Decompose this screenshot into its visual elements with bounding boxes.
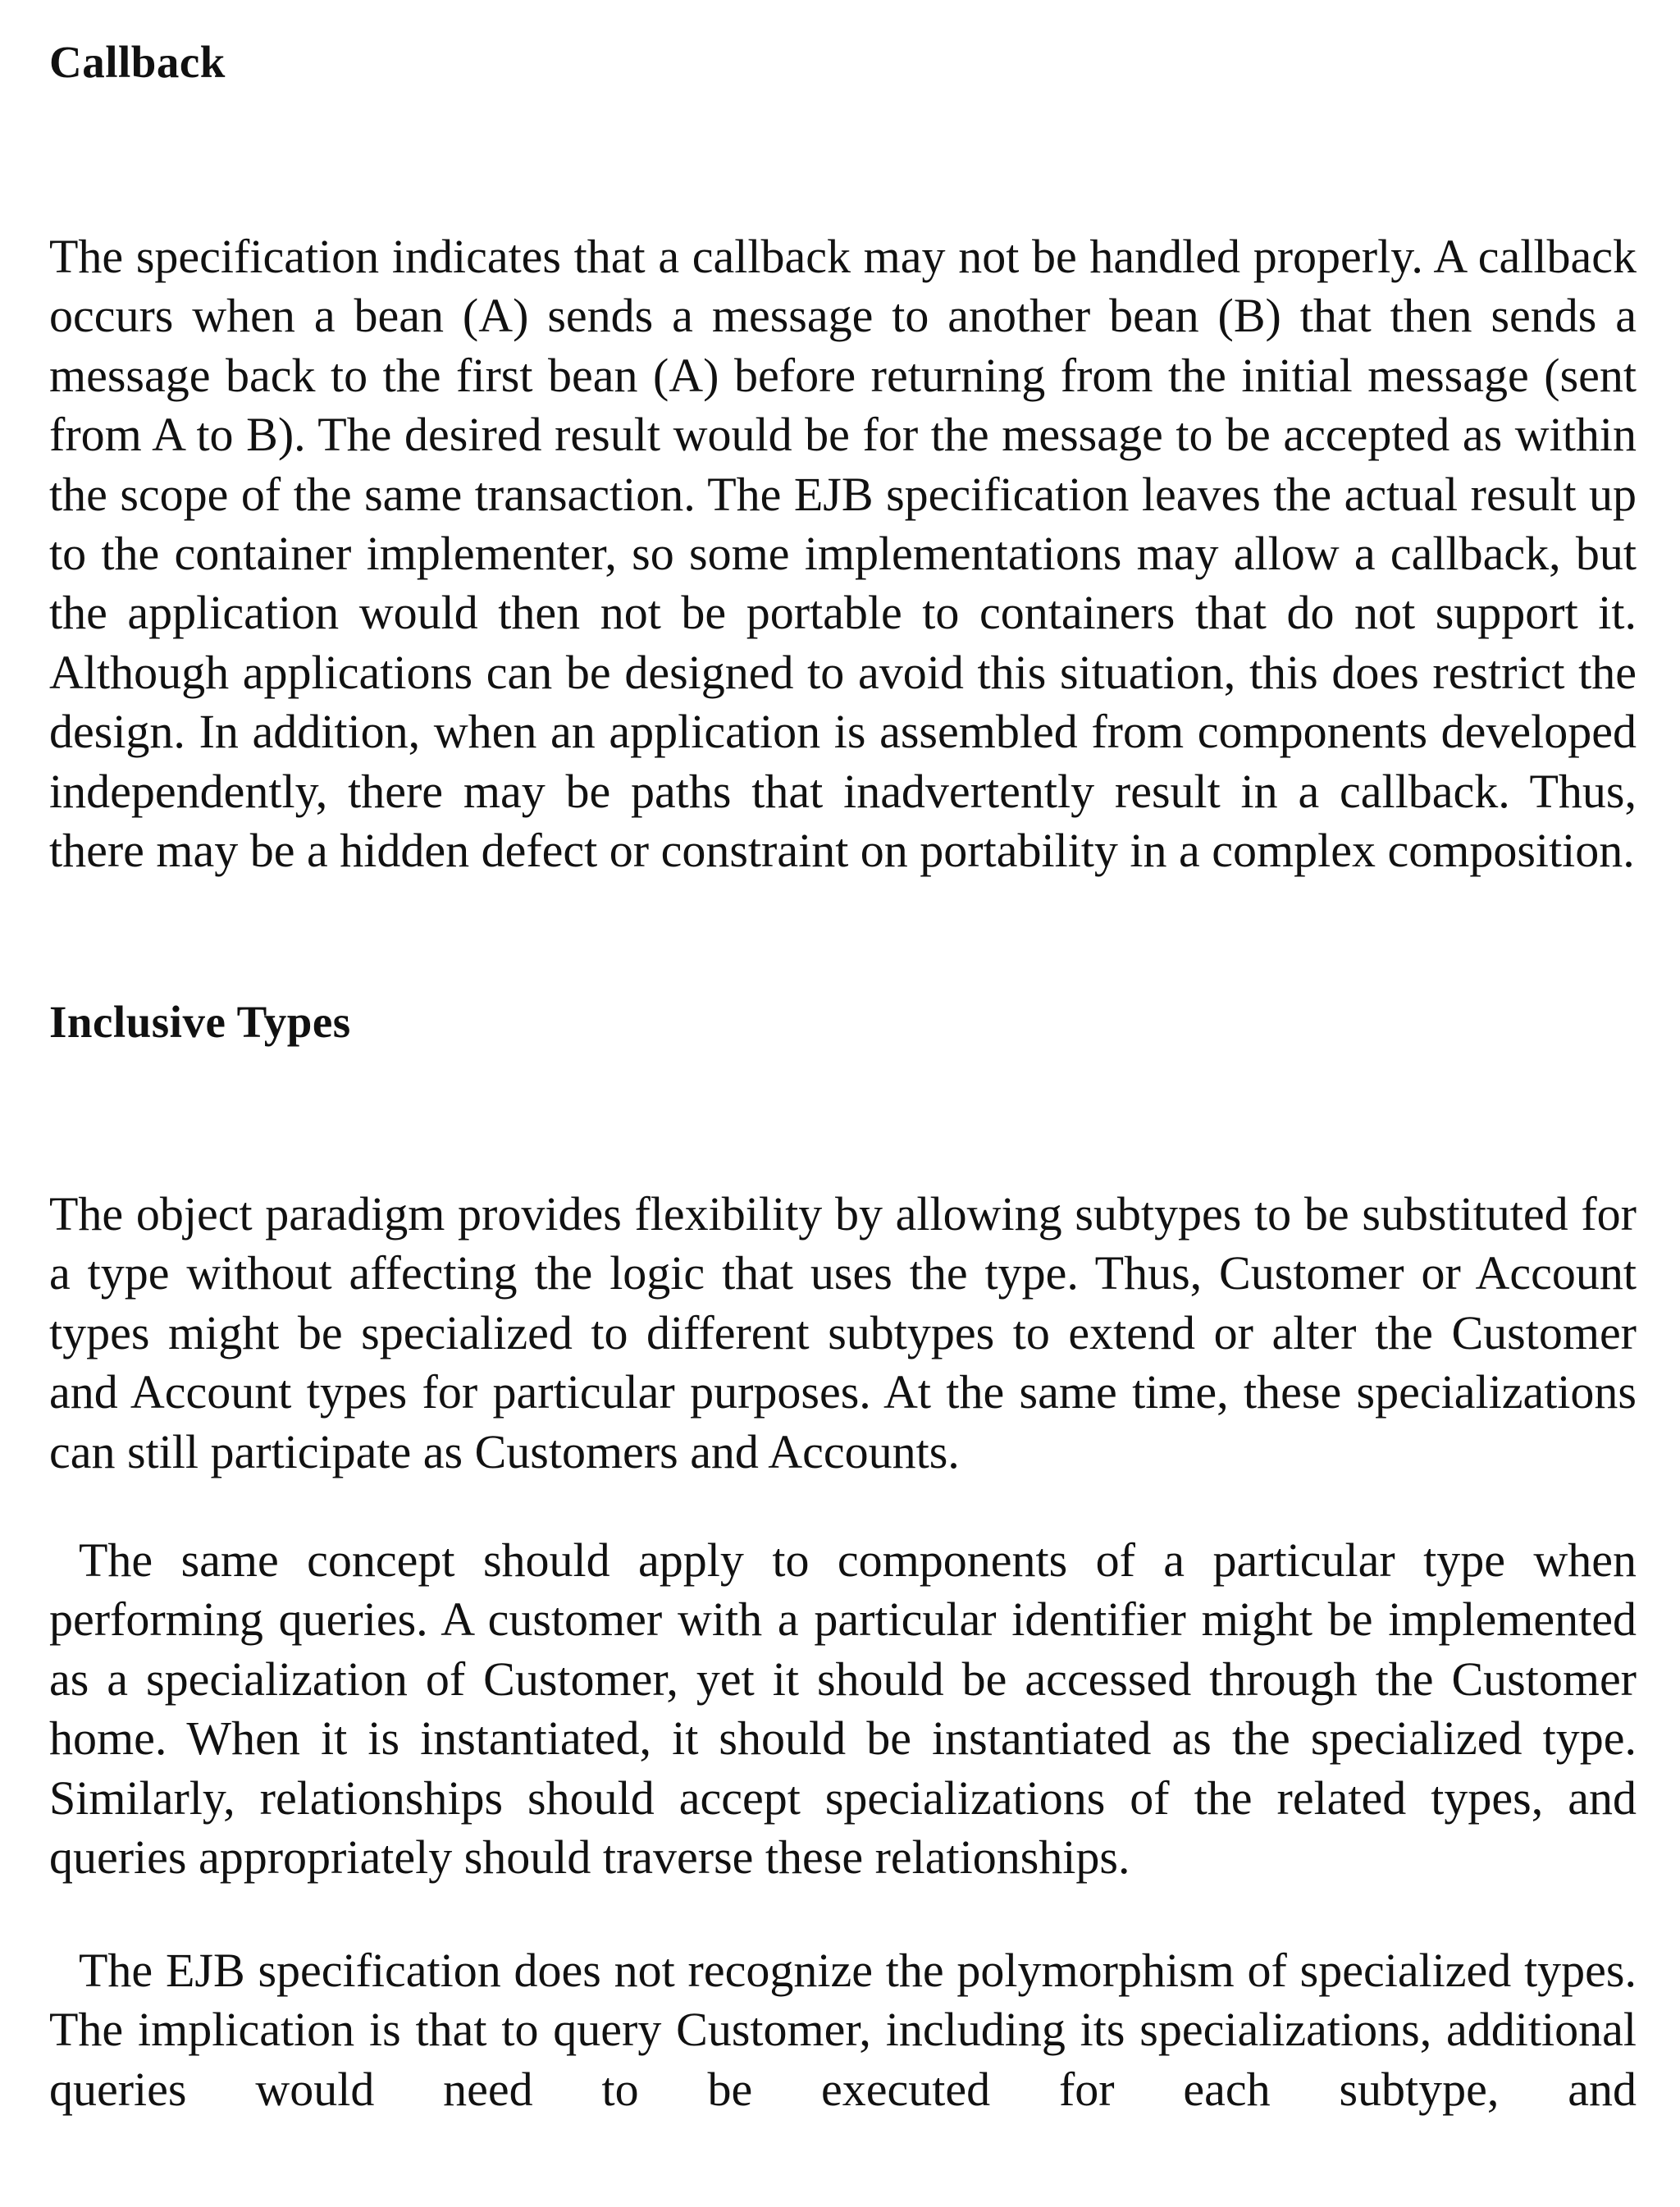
section-heading-callback: Callback — [49, 37, 226, 87]
section-heading-inclusive-types: Inclusive Types — [49, 997, 351, 1047]
paragraph-inclusive-types-3: The EJB specification does not recognize the polymorphism of specialized types. The implication is that to query Customer, including its specializations, additional queries would need to be executed for each subtype, and — [49, 1944, 1637, 2116]
paragraph-callback: The specification indicates that a callback may not be handled properly. A callback occurs when a bean (A) sends a message to another bean (B) that then sends a message back to the first bean (A) before returning from the initial message (sent from A to B). The desired result would be for the message to be accepted as within the scope of the same transaction. The EJB specification leaves the actual result up to the container implementer, so some implementations may allow a callback, but the application would then not be portable to containers that do not support it. Although applications can be designed to avoid this situation, this does restrict the design. In addition, when an application is assembled from components developed independently, there may be paths that inadvertently result in a callback. Thus, there may be a hidden defect or constraint on portability in a complex composition. — [49, 230, 1637, 878]
paragraph-inclusive-types-2: The same concept should apply to components of a particular type when performing queries. A customer with a particular identifier might be implemented as a specialization of Customer, yet it should be accessed through the Customer home. When it is instantiated, it should be instantiated as the specialized type. Similarly, relationships should accept specializations of the related types, and queries appropriately should traverse these relationships. — [49, 1533, 1637, 1885]
paragraph-inclusive-types-1: The object paradigm provides flexibility by allowing subtypes to be substituted for a type without affecting the logic that uses the type. Thus, Customer or Account types might be specialized to different subtypes to extend or alter the Customer and Account types for particular purposes. At the same time, these specializations can still participate as Customers and Accounts. — [49, 1187, 1637, 1478]
